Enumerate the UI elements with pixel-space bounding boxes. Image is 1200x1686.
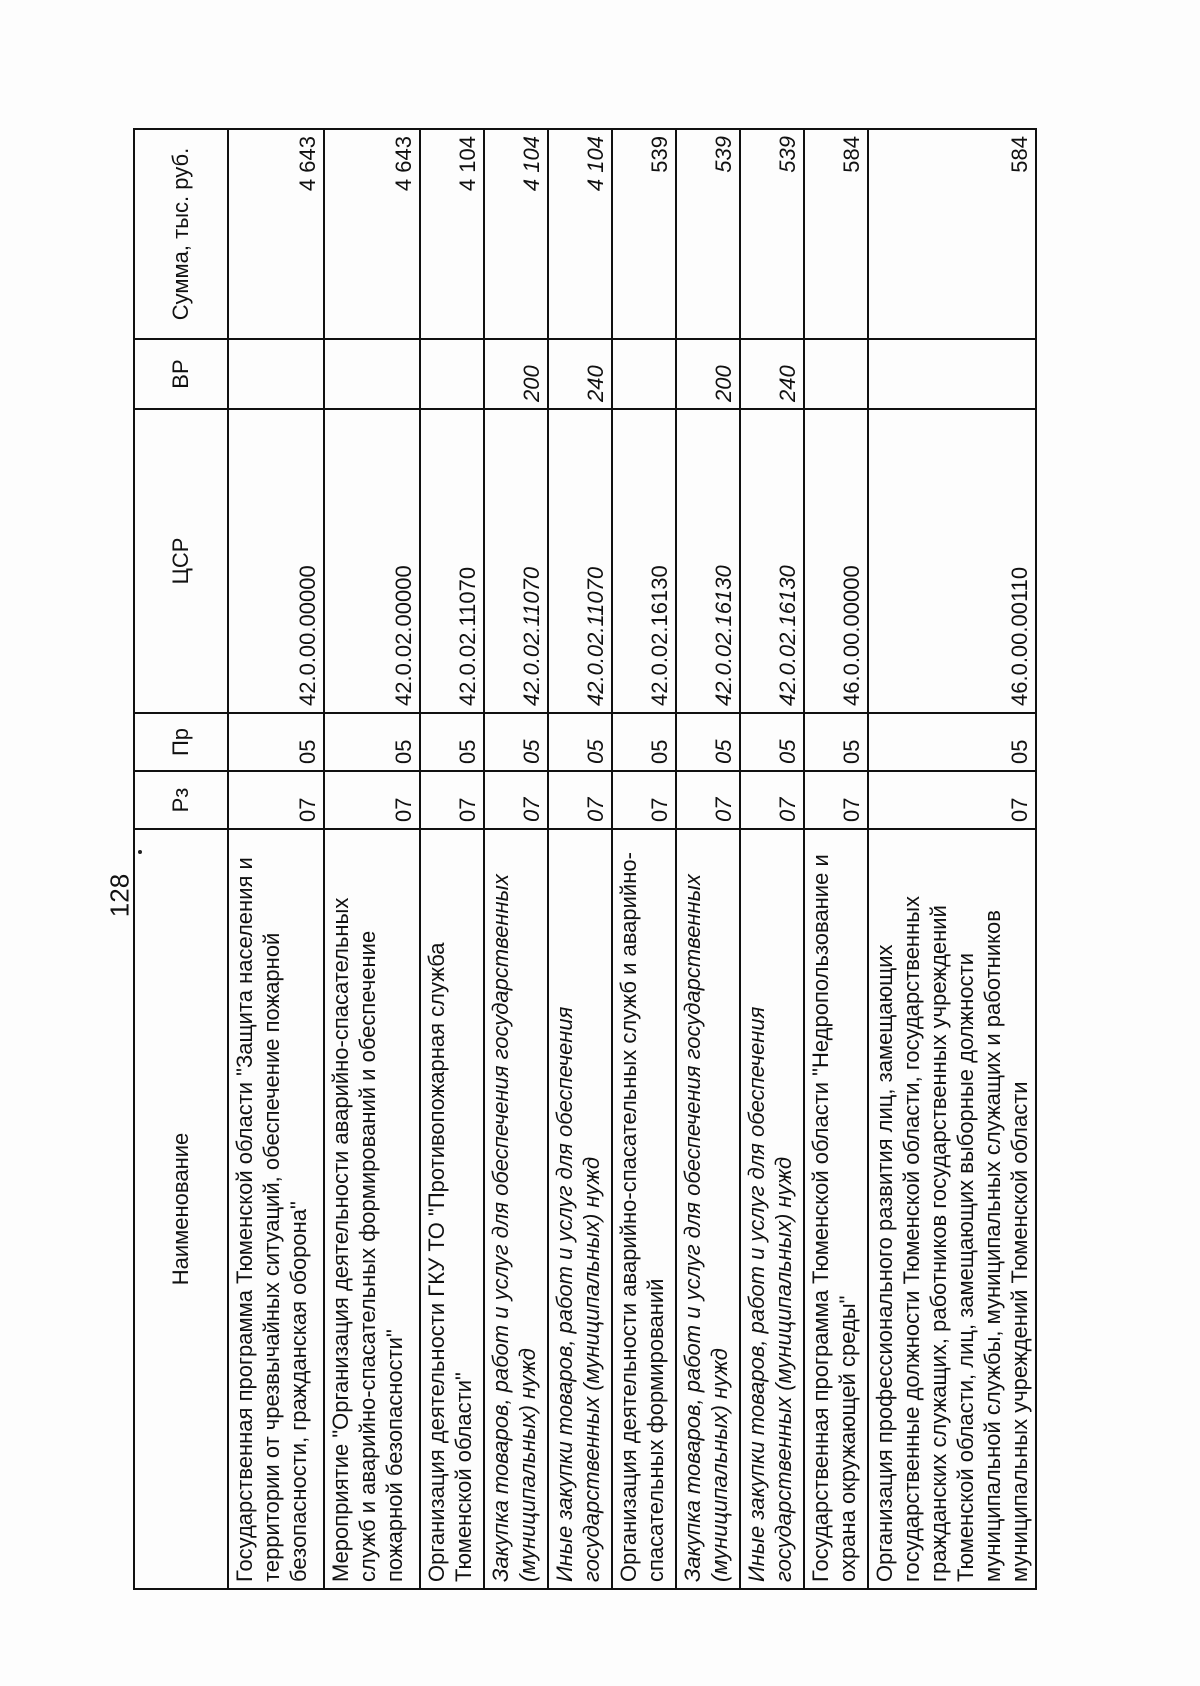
column-header-amount: Сумма, тыс. руб. <box>134 129 228 339</box>
row-pr: 05 <box>804 713 868 771</box>
column-header-pr: Пр <box>134 713 228 771</box>
row-rz: 07 <box>484 771 548 829</box>
row-pr: 05 <box>228 713 324 771</box>
row-rz: 07 <box>804 771 868 829</box>
row-vr: 240 <box>740 339 804 409</box>
table-row <box>548 129 612 1589</box>
row-name: Организация деятельности ГКУ ТО "Противопожарная служба Тюменской области" <box>420 829 484 1589</box>
row-csr: 46.0.00.00110 <box>868 409 1036 713</box>
row-csr: 42.0.02.16130 <box>612 409 676 713</box>
row-csr: 42.0.00.00000 <box>228 409 324 713</box>
row-amount: 4 643 <box>324 129 420 339</box>
row-vr <box>420 339 484 409</box>
row-pr: 05 <box>548 713 612 771</box>
table-row <box>484 129 548 1589</box>
row-vr: 200 <box>484 339 548 409</box>
row-amount: 539 <box>612 129 676 339</box>
row-pr: 05 <box>484 713 548 771</box>
row-vr <box>612 339 676 409</box>
row-csr: 42.0.02.11070 <box>420 409 484 713</box>
row-pr: 05 <box>676 713 740 771</box>
row-amount: 584 <box>804 129 868 339</box>
table-row <box>420 129 484 1589</box>
row-amount: 539 <box>676 129 740 339</box>
row-rz: 07 <box>228 771 324 829</box>
row-rz: 07 <box>324 771 420 829</box>
row-csr: 42.0.02.00000 <box>324 409 420 713</box>
row-csr: 42.0.02.16130 <box>676 409 740 713</box>
row-csr: 42.0.02.11070 <box>548 409 612 713</box>
column-header-rz: Рз <box>134 771 228 829</box>
column-header-name: Наименование <box>134 829 228 1589</box>
row-name: Организация деятельности аварийно-спасательных служб и аварийно-спасательных формирований <box>612 829 676 1589</box>
table-row <box>612 129 676 1589</box>
row-vr <box>804 339 868 409</box>
row-name: Государственная программа Тюменской области "Защита населения и территории от чрезвычайных ситуаций, обеспечение пожарной безопасности, гражданская оборона" <box>228 829 324 1589</box>
row-pr: 05 <box>740 713 804 771</box>
row-vr: 240 <box>548 339 612 409</box>
row-rz: 07 <box>676 771 740 829</box>
row-rz: 07 <box>740 771 804 829</box>
row-amount: 4 643 <box>228 129 324 339</box>
table-header-row <box>134 129 228 1589</box>
row-pr: 05 <box>868 713 1036 771</box>
row-name: Государственная программа Тюменской области "Недропользование и охрана окружающей среды" <box>804 829 868 1589</box>
row-amount: 4 104 <box>420 129 484 339</box>
column-header-csr: ЦСР <box>134 409 228 713</box>
budget-table <box>133 128 1037 1590</box>
row-vr: 200 <box>676 339 740 409</box>
table-row <box>228 129 324 1589</box>
table-row <box>676 129 740 1589</box>
row-name: Иные закупки товаров, работ и услуг для обеспечения государственных (муниципальных) нужд <box>740 829 804 1589</box>
row-name: Закупка товаров, работ и услуг для обеспечения государственных (муниципальных) нужд <box>676 829 740 1589</box>
row-name: Закупка товаров, работ и услуг для обеспечения государственных (муниципальных) нужд <box>484 829 548 1589</box>
row-csr: 42.0.02.11070 <box>484 409 548 713</box>
row-vr <box>324 339 420 409</box>
row-rz: 07 <box>420 771 484 829</box>
row-rz: 07 <box>612 771 676 829</box>
row-amount: 584 <box>868 129 1036 339</box>
row-amount: 539 <box>740 129 804 339</box>
table-row <box>804 129 868 1589</box>
row-name: Мероприятие "Организация деятельности аварийно-спасательных служб и аварийно-спасательных формирований и обеспечение пожарной безопасности" <box>324 829 420 1589</box>
column-header-vr: ВР <box>134 339 228 409</box>
row-pr: 05 <box>420 713 484 771</box>
rotated-table-container <box>133 130 1032 1590</box>
row-rz: 07 <box>548 771 612 829</box>
table-row <box>868 129 1036 1589</box>
row-name: Иные закупки товаров, работ и услуг для обеспечения государственных (муниципальных) нужд <box>548 829 612 1589</box>
table-row <box>324 129 420 1589</box>
row-amount: 4 104 <box>548 129 612 339</box>
row-name: Организация профессионального развития лиц, замещающих государственные должности Тюменской области, государственных гражданских служащих, работников государственных учреждений Тюменской области, лиц, замещающих выборные должности муниципальной службы, муниципальных служащих и работников муниципальных учреждений Тюменской области <box>868 829 1036 1589</box>
row-rz: 07 <box>868 771 1036 829</box>
row-pr: 05 <box>324 713 420 771</box>
page-number: 128 <box>104 873 135 918</box>
row-csr: 42.0.02.16130 <box>740 409 804 713</box>
table-body <box>228 129 1036 1589</box>
row-csr: 46.0.00.00000 <box>804 409 868 713</box>
row-vr <box>868 339 1036 409</box>
row-amount: 4 104 <box>484 129 548 339</box>
table-row <box>740 129 804 1589</box>
row-vr <box>228 339 324 409</box>
row-pr: 05 <box>612 713 676 771</box>
